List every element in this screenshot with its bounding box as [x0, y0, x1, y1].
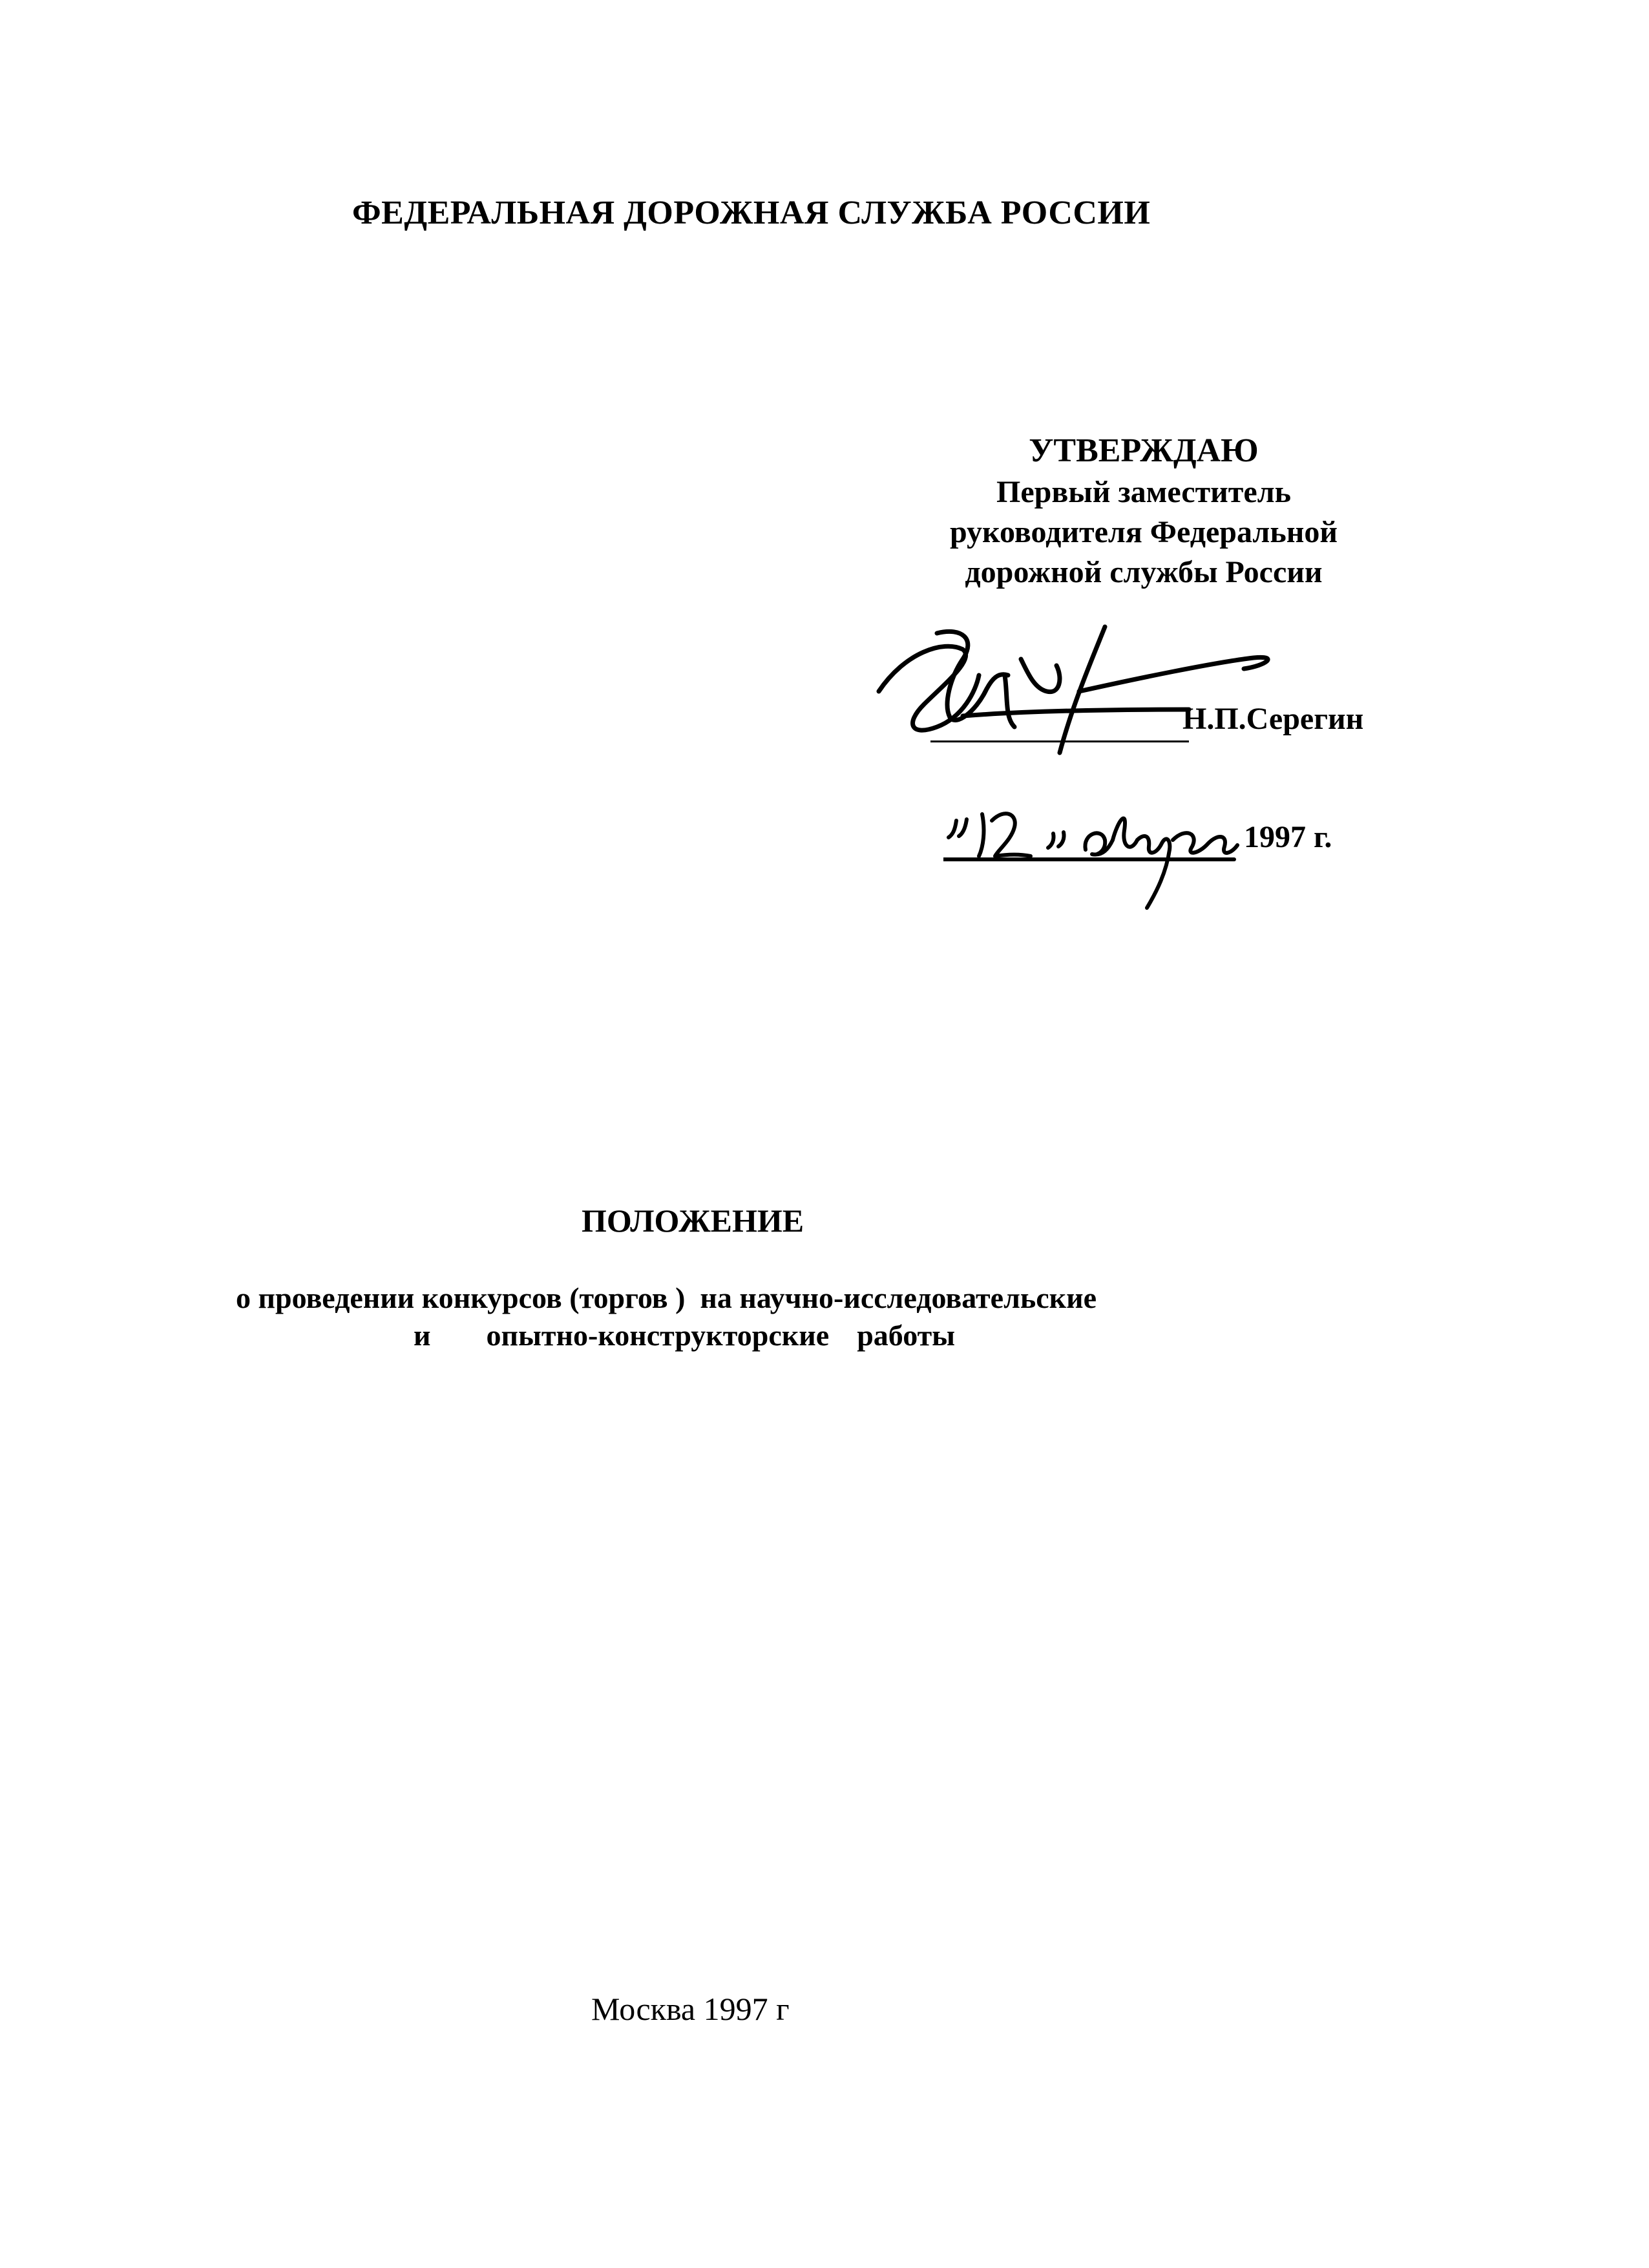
document-title: ПОЛОЖЕНИЕ: [582, 1202, 804, 1239]
approval-block: [898, 430, 1389, 593]
signature-line: [930, 740, 1189, 742]
document-subtitle-line2: и опытно-конструкторские работы: [414, 1319, 956, 1352]
approval-position-line1: Первый заместитель: [996, 475, 1291, 509]
approval-position-line2: руководителя Федеральной: [949, 515, 1338, 549]
organization-title: ФЕДЕРАЛЬНАЯ ДОРОЖНАЯ СЛУЖБА РОССИИ: [352, 194, 1151, 231]
signer-name: Н.П.Серегин: [1182, 702, 1364, 736]
place-and-year: Москва 1997 г: [591, 1991, 790, 2027]
date-year: 1997 г.: [1244, 820, 1332, 854]
document-subtitle-line1: о проведении конкурсов (торгов ) на научно-исследовательские: [236, 1281, 1097, 1314]
approval-heading: УТВЕРЖДАЮ: [1029, 432, 1259, 469]
approval-position-line3: дорожной службы России: [965, 555, 1323, 589]
handwritten-date: [943, 795, 1357, 918]
handwritten-signature: [866, 614, 1447, 769]
